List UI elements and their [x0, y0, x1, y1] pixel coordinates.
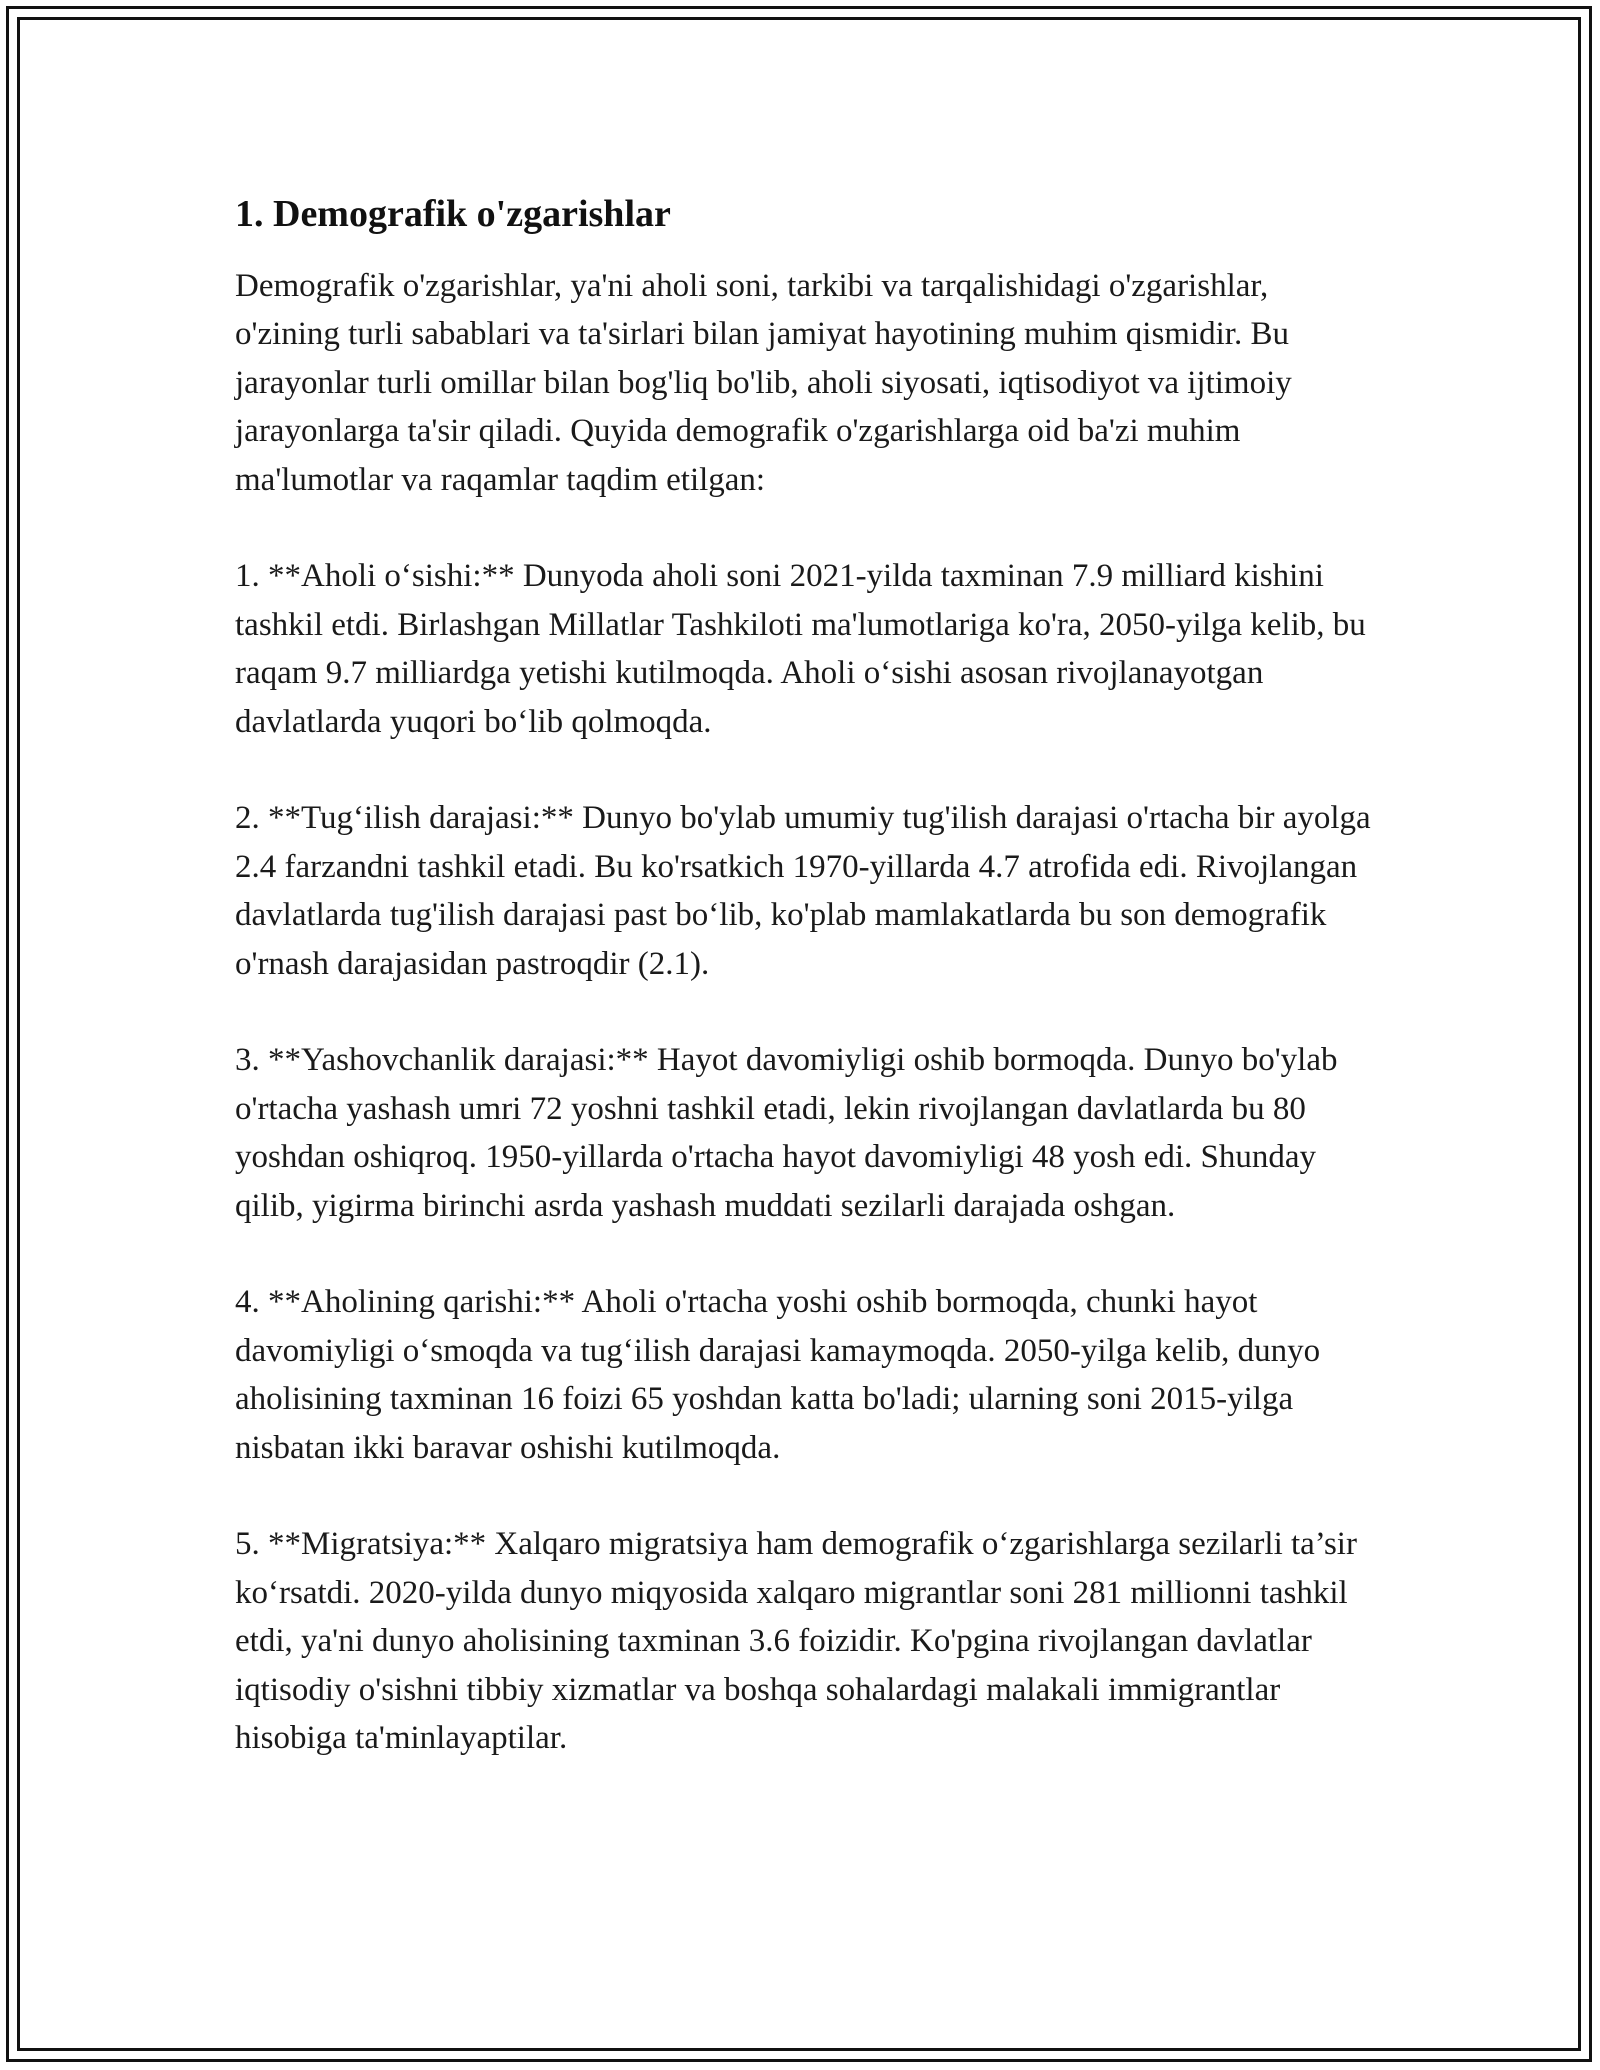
paragraph-birth-rate: 2. **Tug‘ilish darajasi:** Dunyo bo'ylab umumiy tug'ilish darajasi o'rtacha bir ayolga 2.4 farzandni tashkil etadi. Bu ko'rsatkich 1970-yillarda 4.7 atrofida edi. Rivojlangan davlatlarda tug'ilish darajasi past bo‘lib, ko'plab mamlakatlarda bu son demografik o'rnash darajasidan pastroqdir (2.1).: [235, 800, 1371, 982]
document-body: [235, 188, 1375, 1811]
paragraph-population-aging: 4. **Aholining qarishi:** Aholi o'rtacha yoshi oshib bormoqda, chunki hayot davomiyligi o‘smoqda va tug‘ilish darajasi kamaymoqda. 2050-yilga kelib, dunyo aholisining taxminan 16 foizi 65 yoshdan katta bo'ladi; ularning soni 2015-yilga nisbatan ikki baravar oshishi kutilmoqda.: [235, 1284, 1321, 1466]
intro-paragraph: Demografik o'zgarishlar, ya'ni aholi soni, tarkibi va tarqalishidagi o'zgarishlar, o'zining turli sabablari va ta'sirlari bilan jamiyat hayotining muhim qismidir. Bu jarayonlar turli omillar bilan bog'liq bo'lib, aholi siyosati, iqtisodiyot va ijtimoiy jarayonlarga ta'sir qiladi. Quyida demografik o'zgarishlarga oid ba'zi muhim ma'lumotlar va raqamlar taqdim etilgan:: [235, 268, 1292, 498]
paragraph-life-expectancy: 3. **Yashovchanlik darajasi:** Hayot davomiyligi oshib bormoqda. Dunyo bo'ylab o'rtacha yashash umri 72 yoshni tashkil etadi, lekin rivojlangan davlatlarda bu 80 yoshdan oshiqroq. 1950-yillarda o'rtacha hayot davomiyligi 48 yosh edi. Shunday qilib, yigirma birinchi asrda yashash muddati sezilarli darajada oshgan.: [235, 1042, 1338, 1224]
paragraph-population-growth: 1. **Aholi o‘sishi:** Dunyoda aholi soni 2021-yilda taxminan 7.9 milliard kishini tashkil etdi. Birlashgan Millatlar Tashkiloti ma'lumotlariga ko'ra, 2050-yilga kelib, bu raqam 9.7 milliardga yetishi kutilmoqda. Aholi o‘sishi asosan rivojlanayotgan davlatlarda yuqori bo‘lib qolmoqda.: [235, 558, 1366, 740]
section-heading: 1. Demografik o'zgarishlar: [235, 193, 671, 235]
paragraph-migration: 5. **Migratsiya:** Xalqaro migratsiya ham demografik o‘zgarishlarga sezilarli ta’sir ko‘rsatdi. 2020-yilda dunyo miqyosida xalqaro migrantlar soni 281 millionni tashkil etdi, ya'ni dunyo aholisining taxminan 3.6 foizidir. Ko'pgina rivojlangan davlatlar iqtisodiy o'sishni tibbiy xizmatlar va boshqa sohalardagi malakali immigrantlar hisobiga ta'minlayaptilar.: [235, 1526, 1357, 1757]
